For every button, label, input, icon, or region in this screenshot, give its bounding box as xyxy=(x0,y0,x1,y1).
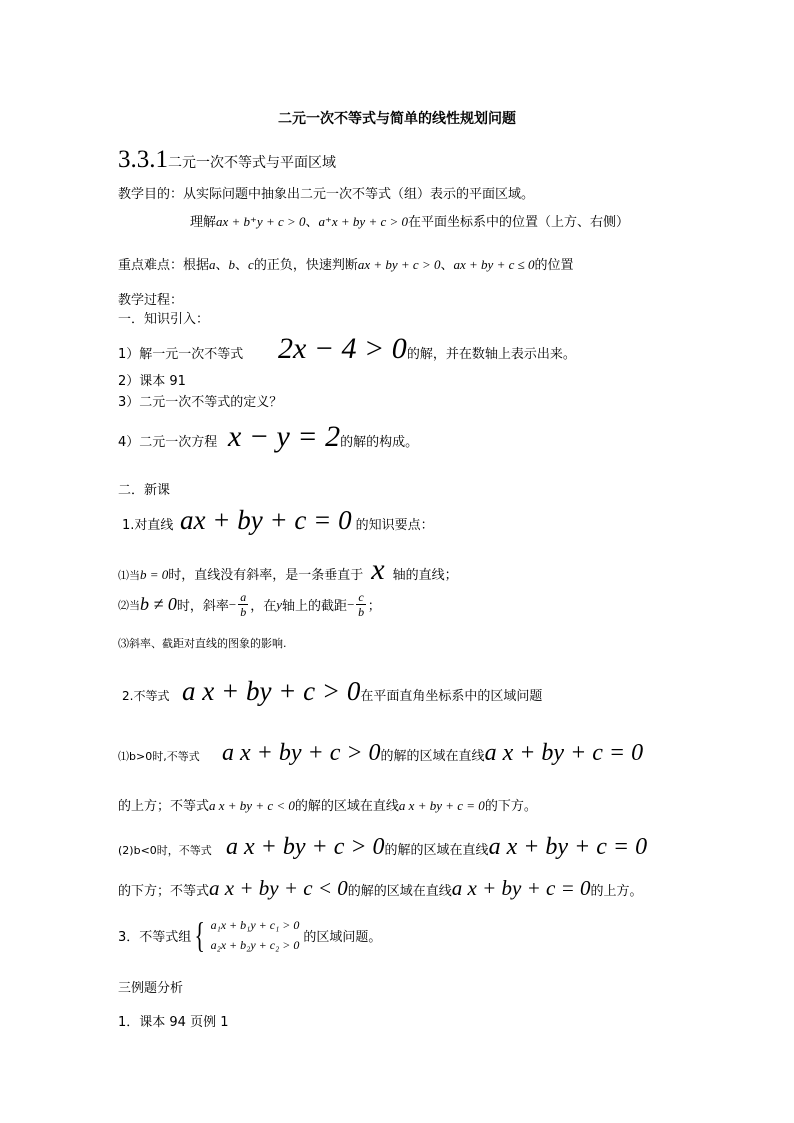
p1b-mid3: 轴上的截距 xyxy=(282,599,348,614)
intercept-fraction xyxy=(356,590,365,619)
case-b-negative-cont xyxy=(118,876,643,901)
c2-equation-2: a x + by + c = 0 xyxy=(488,834,648,860)
section-number: 3.3.1 xyxy=(118,146,168,173)
c2-equation-1: a x + by + c > 0 xyxy=(226,834,385,860)
c2b-equation-2: a x + by + c = 0 xyxy=(451,876,591,900)
item4-equation: x − y = 2 xyxy=(228,420,341,453)
key-sep-3: 、 xyxy=(440,258,454,273)
key-var-c: c xyxy=(248,257,254,272)
key-sep-1: 、 xyxy=(215,258,229,273)
part2-heading: 二．新课 xyxy=(118,483,171,498)
page-title: 二元一次不等式与简单的线性规划问题 xyxy=(278,111,516,127)
process-label: 教学过程： xyxy=(118,293,184,308)
c1b-equation-2: a x + by + c = 0 xyxy=(398,798,485,813)
intercept-numerator: c xyxy=(358,590,364,604)
c2b-suffix: 的上方。 xyxy=(590,884,643,899)
case-b-positive-cont xyxy=(118,795,537,814)
section-heading xyxy=(118,146,336,174)
p1b-y: y xyxy=(276,596,283,612)
key-prefix: 重点难点：根据 xyxy=(118,258,210,273)
item1-prefix: 1）解一元一次不等式 xyxy=(118,347,244,362)
slope-fraction xyxy=(238,590,248,619)
item1-suffix: 的解，并在数轴上表示出来。 xyxy=(406,347,576,362)
c2-mid: 的解的区域在直线 xyxy=(384,843,489,858)
point-b-nonzero xyxy=(118,590,381,619)
intro-item-3: 3）二元一次不等式的定义？ xyxy=(118,395,283,410)
section-title: 二元一次不等式与平面区域 xyxy=(168,155,336,171)
c1-equation-1: a x + by + c > 0 xyxy=(222,740,381,766)
line-knowledge xyxy=(122,505,434,536)
c1b-equation-1: a x + by + c < 0 xyxy=(209,798,295,813)
p1-suffix: 的知识要点： xyxy=(355,518,434,533)
case-b-negative xyxy=(118,834,647,861)
p1a-x: x xyxy=(371,553,385,586)
p1b-equation: b ≠ 0 xyxy=(140,594,177,614)
key-mid: 的正负，快速判断 xyxy=(253,258,358,273)
intercept-denominator: b xyxy=(358,605,365,619)
system-row-2: a₂x + b₂y + c₂ > 0 xyxy=(210,938,300,952)
c1-mid: 的解的区域在直线 xyxy=(380,749,485,764)
part1-heading: 一．知识引入： xyxy=(118,312,210,327)
goal-label: 教学目的：从实际问题中抽象出二元一次不等式（组）表示的平面区域。 xyxy=(118,187,535,202)
slope-numerator: a xyxy=(240,590,247,604)
goal-equation-1: ax + b⁺y + c > 0 xyxy=(216,214,306,229)
p1b-suffix: ； xyxy=(367,599,381,614)
case-b-positive xyxy=(118,740,643,767)
goal-separator: 、 xyxy=(305,215,319,230)
point-b-zero xyxy=(118,553,458,587)
item4-suffix: 的解的构成。 xyxy=(340,435,419,450)
understand-line xyxy=(190,211,629,230)
c1-equation-2: a x + by + c = 0 xyxy=(484,740,644,766)
intro-item-1 xyxy=(118,332,576,366)
p1b-mid2: ，在 xyxy=(250,599,277,614)
p1b-prefix: ⑵当 xyxy=(118,598,140,612)
goal-equation-2: a⁺x + by + c > 0 xyxy=(318,214,409,229)
inequality-system-block xyxy=(191,915,299,955)
p1a-equation: b = 0 xyxy=(140,567,169,582)
slope-denominator: b xyxy=(240,605,247,619)
c2b-mid: 的解的区域在直线 xyxy=(347,884,452,899)
p2-equation: a x + by + c > 0 xyxy=(182,676,361,706)
item1-equation: 2x − 4 > 0 xyxy=(278,332,407,365)
p3-suffix: 的区域问题。 xyxy=(303,929,382,945)
p1a-mid: 时，直线没有斜率，是一条垂直于 xyxy=(168,568,364,583)
c2b-prefix: 的下方；不等式 xyxy=(118,884,210,899)
example-item-1: 1．课本 94 页例 1 xyxy=(118,1015,229,1030)
key-suffix: 的位置 xyxy=(534,258,574,273)
p1-prefix: 1.对直线 xyxy=(122,518,174,533)
point-slope-effect: ⑶斜率、截距对直线的图象的影响. xyxy=(118,637,287,650)
intro-item-4 xyxy=(118,420,418,454)
c1b-prefix: 的上方；不等式 xyxy=(118,799,210,814)
c2b-equation-1: a x + by + c < 0 xyxy=(209,876,348,900)
key-equation-2: ax + by + c ≤ 0 xyxy=(453,257,535,272)
p1b-mid1: 时，斜率 xyxy=(176,599,229,614)
key-var-b: b xyxy=(228,257,236,272)
key-var-a: a xyxy=(209,257,216,272)
intercept-sign: − xyxy=(347,596,355,612)
c1b-suffix: 的下方。 xyxy=(484,799,537,814)
system-row-1: a₁x + b₁y + c₁ > 0 xyxy=(210,918,300,932)
p3-prefix: 3．不等式组 xyxy=(118,929,192,945)
teaching-goal xyxy=(118,183,534,202)
p1a-prefix: ⑴当 xyxy=(118,569,140,582)
c2-prefix: (2)b<0时，不等式 xyxy=(118,844,212,857)
key-sep-2: 、 xyxy=(235,258,249,273)
left-brace-icon: { xyxy=(194,915,206,955)
slope-sign: − xyxy=(228,596,237,612)
understand-suffix: 在平面坐标系中的位置（上方、右侧） xyxy=(408,215,630,230)
key-points xyxy=(118,254,574,273)
c1b-mid: 的解的区域在直线 xyxy=(294,799,399,814)
part3-heading: 三例题分析 xyxy=(118,981,184,996)
c1-prefix: ⑴b>0时,不等式 xyxy=(118,750,200,763)
p2-suffix: 在平面直角坐标系中的区域问题 xyxy=(360,689,543,704)
inequality-system xyxy=(118,915,381,955)
key-equation-1: ax + by + c > 0 xyxy=(357,257,441,272)
item4-prefix: 4）二元一次方程 xyxy=(118,435,218,450)
p1-equation: ax + by + c = 0 xyxy=(180,505,352,535)
understand-prefix: 理解 xyxy=(190,215,217,230)
p1a-suffix: 轴的直线； xyxy=(392,568,458,583)
p2-prefix: 2.不等式 xyxy=(122,689,170,703)
inequality-region-heading xyxy=(122,676,542,707)
intro-item-2: 2）课本 91 xyxy=(118,374,186,389)
